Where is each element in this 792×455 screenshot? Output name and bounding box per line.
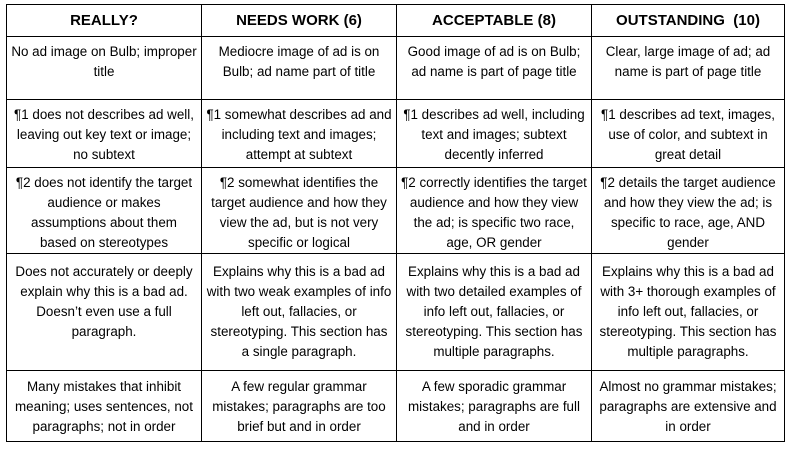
cell-really: ¶2 does not identify the target audience or makes assumptions about them based on stereotypes [7,168,202,254]
cell-really: ¶1 does not describes ad well, leaving out key text or image; no subtext [7,100,202,168]
cell-outstanding: ¶1 describes ad text, images, use of color, and subtext in great detail [592,100,785,168]
row-paragraph-2 [7,168,785,254]
cell-outstanding: Almost no grammar mistakes; paragraphs are extensive and in order [592,371,785,442]
cell-outstanding: Clear, large image of ad; ad name is part of page title [592,37,785,100]
cell-really: No ad image on Bulb; improper title [7,37,202,100]
header-needs-work: NEEDS WORK (6) [202,5,397,37]
row-paragraph-1 [7,100,785,168]
header-outstanding: OUTSTANDING (10) [592,5,785,37]
row-explanation [7,254,785,371]
row-grammar [7,371,785,442]
cell-acceptable: Explains why this is a bad ad with two detailed examples of info left out, fallacies, or stereotyping. This section has multiple paragraphs. [397,254,592,371]
row-image-title [7,37,785,100]
cell-really: Many mistakes that inhibit meaning; uses sentences, not paragraphs; not in order [7,371,202,442]
cell-acceptable: A few sporadic grammar mistakes; paragraphs are full and in order [397,371,592,442]
header-row [7,5,785,37]
cell-really: Does not accurately or deeply explain why this is a bad ad. Doesn’t even use a full paragraph. [7,254,202,371]
cell-outstanding: ¶2 details the target audience and how they view the ad; is specific to race, age, AND gender [592,168,785,254]
header-acceptable: ACCEPTABLE (8) [397,5,592,37]
cell-acceptable: ¶2 correctly identifies the target audience and how they view the ad; is specific two race, age, OR gender [397,168,592,254]
cell-needs-work: ¶1 somewhat describes ad and including text and images; attempt at subtext [202,100,397,168]
header-really: REALLY? [7,5,202,37]
rubric-table [6,4,785,442]
cell-needs-work: Explains why this is a bad ad with two weak examples of info left out, fallacies, or stereotyping. This section has a single paragraph. [202,254,397,371]
cell-outstanding: Explains why this is a bad ad with 3+ thorough examples of info left out, fallacies, or stereotyping. This section has multiple paragraphs. [592,254,785,371]
cell-needs-work: A few regular grammar mistakes; paragraphs are too brief but and in order [202,371,397,442]
cell-needs-work: ¶2 somewhat identifies the target audience and how they view the ad, but is not very specific or logical [202,168,397,254]
cell-acceptable: Good image of ad is on Bulb; ad name is part of page title [397,37,592,100]
cell-needs-work: Mediocre image of ad is on Bulb; ad name part of title [202,37,397,100]
cell-acceptable: ¶1 describes ad well, including text and images; subtext decently inferred [397,100,592,168]
